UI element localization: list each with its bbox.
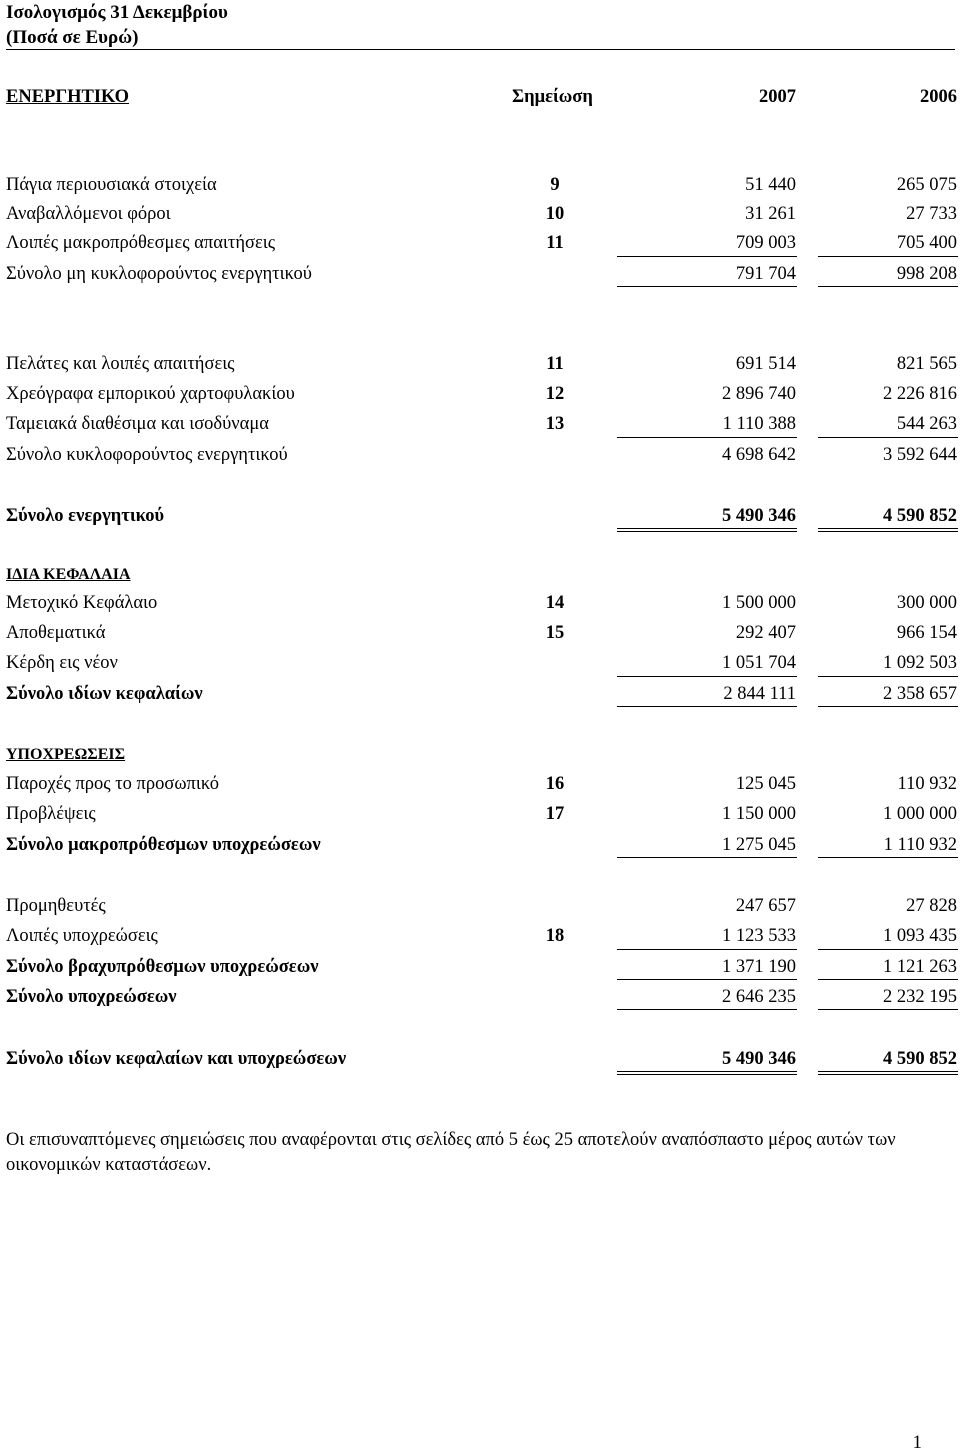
title-rule xyxy=(6,49,955,50)
row-value-2007: 2 646 235 xyxy=(722,987,796,1007)
row-value-2007: 125 045 xyxy=(735,774,796,794)
row-note: 9 xyxy=(550,175,560,195)
row-note: 11 xyxy=(546,233,564,253)
row-value-2006: 300 000 xyxy=(896,593,957,613)
row-label: Προβλέψεις xyxy=(6,804,96,824)
row-value-2007: 31 261 xyxy=(745,204,796,224)
page-number: 1 xyxy=(912,1432,922,1453)
row-value-2007: 709 003 xyxy=(735,233,796,253)
row-value-2007: 691 514 xyxy=(735,354,796,374)
header-note: Σημείωση xyxy=(512,87,593,107)
row-value-2006: 821 565 xyxy=(896,354,957,374)
grand-total-rule-2006 xyxy=(818,1071,958,1075)
row-label: Ταμειακά διαθέσιμα και ισοδύναμα xyxy=(6,414,269,434)
row-value-2007: 4 698 642 xyxy=(722,445,796,465)
row-value-2007: 292 407 xyxy=(735,623,796,643)
subtotal-rule-2007 xyxy=(617,437,797,438)
subtotal-rule-2007 xyxy=(617,949,797,950)
row-label: Σύνολο ιδίων κεφαλαίων xyxy=(6,684,203,704)
row-label: Κέρδη εις νέον xyxy=(6,653,118,673)
grand-total-rule-2007 xyxy=(617,528,797,532)
row-label: Χρεόγραφα εμπορικού χαρτοφυλακίου xyxy=(6,384,295,404)
row-label: Προμηθευτές xyxy=(6,896,106,916)
row-note: 11 xyxy=(546,354,564,374)
row-value-2007: 1 371 190 xyxy=(722,957,796,977)
row-value-2006: 1 110 932 xyxy=(883,835,957,855)
row-value-2006: 265 075 xyxy=(896,175,957,195)
row-value-2006: 1 092 503 xyxy=(883,653,957,673)
total-rule-2006 xyxy=(818,857,958,858)
header-year-2006: 2006 xyxy=(920,87,957,107)
row-label: Λοιπές υποχρεώσεις xyxy=(6,926,158,946)
row-value-2006: 705 400 xyxy=(896,233,957,253)
subtotal-rule-2006 xyxy=(818,979,958,980)
row-value-2006: 4 590 852 xyxy=(883,506,957,526)
row-value-2007: 2 844 111 xyxy=(723,684,796,704)
row-value-2006: 998 208 xyxy=(896,264,957,284)
row-label: Σύνολο κυκλοφορούντος ενεργητικού xyxy=(6,445,288,465)
row-value-2006: 110 932 xyxy=(897,774,957,794)
row-label: Παροχές προς το προσωπικό xyxy=(6,774,220,794)
subtotal-rule-2006 xyxy=(818,256,958,257)
total-rule-2007 xyxy=(617,1009,797,1010)
subtotal-rule-2006 xyxy=(818,949,958,950)
row-value-2007: 791 704 xyxy=(735,264,796,284)
row-value-2007: 1 051 704 xyxy=(722,653,796,673)
grand-total-rule-2007 xyxy=(617,1071,797,1075)
row-note: 14 xyxy=(545,593,565,613)
row-label: Σύνολο μη κυκλοφορούντος ενεργητικού xyxy=(6,264,312,284)
row-value-2006: 2 232 195 xyxy=(883,987,957,1007)
section-equity: ΙΔΙΑ ΚΕΦΑΛΑΙΑ xyxy=(6,566,131,583)
row-value-2006: 4 590 852 xyxy=(883,1049,957,1069)
footnote: Οι επισυναπτόμενες σημειώσεις που αναφέρονται στις σελίδες από 5 έως 25 αποτελούν αναπόσπαστο μέρος αυτών των οικονομικών καταστάσεων. xyxy=(6,1130,896,1175)
total-rule-2006 xyxy=(818,286,958,287)
row-label: Λοιπές μακροπρόθεσμες απαιτήσεις xyxy=(6,233,276,253)
statement-title: Ισολογισμός 31 Δεκεμβρίου xyxy=(6,2,228,23)
row-value-2007: 247 657 xyxy=(735,896,796,916)
row-value-2007: 1 150 000 xyxy=(722,804,796,824)
row-value-2006: 966 154 xyxy=(896,623,957,643)
row-value-2007: 1 110 388 xyxy=(722,414,796,434)
row-label: Αναβαλλόμενοι φόροι xyxy=(6,204,171,224)
row-label: Σύνολο υποχρεώσεων xyxy=(6,987,177,1007)
row-value-2007: 1 275 045 xyxy=(722,835,796,855)
row-value-2006: 1 000 000 xyxy=(883,804,957,824)
row-value-2006: 544 263 xyxy=(896,414,957,434)
subtotal-rule-2006 xyxy=(818,676,958,677)
row-note: 15 xyxy=(545,623,565,643)
row-value-2006: 2 226 816 xyxy=(883,384,957,404)
row-value-2007: 1 500 000 xyxy=(722,593,796,613)
header-assets: ΕΝΕΡΓΗΤΙΚΟ xyxy=(6,87,130,107)
row-value-2006: 2 358 657 xyxy=(883,684,957,704)
row-note: 10 xyxy=(545,204,565,224)
header-year-2007: 2007 xyxy=(759,87,796,107)
row-value-2006: 3 592 644 xyxy=(883,445,957,465)
row-value-2006: 27 828 xyxy=(906,896,957,916)
total-rule-2007 xyxy=(617,286,797,287)
row-label: Μετοχικό Κεφάλαιο xyxy=(6,593,158,613)
subtotal-rule-2007 xyxy=(617,979,797,980)
row-note: 18 xyxy=(545,926,565,946)
row-value-2007: 2 896 740 xyxy=(722,384,796,404)
row-label: Σύνολο βραχυπρόθεσμων υποχρεώσεων xyxy=(6,957,319,977)
row-value-2007: 1 123 533 xyxy=(722,926,796,946)
row-label: Σύνολο μακροπρόθεσμων υποχρεώσεων xyxy=(6,835,321,855)
row-value-2007: 5 490 346 xyxy=(722,1049,796,1069)
row-label: Αποθεματικά xyxy=(6,623,106,643)
subtotal-rule-2007 xyxy=(617,256,797,257)
row-note: 13 xyxy=(545,414,565,434)
total-rule-2007 xyxy=(617,706,797,707)
statement-currency-note: (Ποσά σε Ευρώ) xyxy=(6,27,139,48)
row-value-2006: 27 733 xyxy=(906,204,957,224)
row-value-2006: 1 121 263 xyxy=(883,957,957,977)
row-value-2007: 5 490 346 xyxy=(722,506,796,526)
grand-total-rule-2006 xyxy=(818,528,958,532)
row-value-2007: 51 440 xyxy=(745,175,796,195)
section-liabilities: ΥΠΟΧΡΕΩΣΕΙΣ xyxy=(6,746,126,763)
row-label: Σύνολο ιδίων κεφαλαίων και υποχρεώσεων xyxy=(6,1049,347,1069)
row-value-2006: 1 093 435 xyxy=(883,926,957,946)
row-label: Πελάτες και λοιπές απαιτήσεις xyxy=(6,354,235,374)
total-rule-2006 xyxy=(818,706,958,707)
total-rule-2007 xyxy=(617,857,797,858)
row-label: Πάγια περιουσιακά στοιχεία xyxy=(6,175,217,195)
row-note: 16 xyxy=(545,774,565,794)
total-rule-2006 xyxy=(818,1009,958,1010)
subtotal-rule-2007 xyxy=(617,676,797,677)
subtotal-rule-2006 xyxy=(818,437,958,438)
row-label: Σύνολο ενεργητικού xyxy=(6,506,165,526)
row-note: 12 xyxy=(545,384,565,404)
row-note: 17 xyxy=(545,804,565,824)
